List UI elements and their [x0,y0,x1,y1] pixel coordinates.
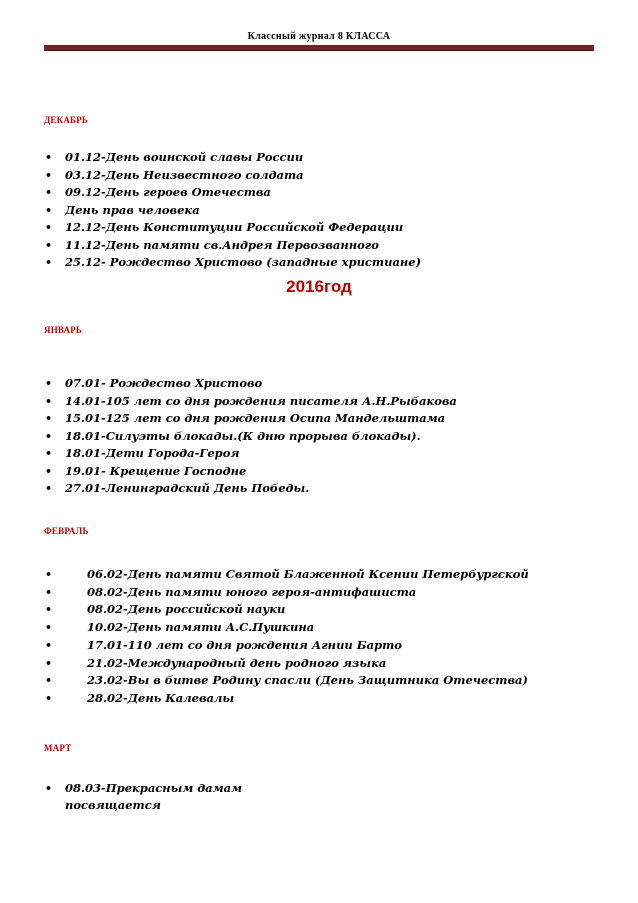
bullet-icon: • [45,203,53,217]
bullet-icon: • [45,186,53,199]
bullet-icon: • [45,464,53,478]
event-text: 15.01-125 лет со дня рождения Осипа Мандельштама [65,411,446,425]
list-item [45,672,529,690]
list-item [45,463,457,481]
list-item [45,690,529,708]
event-text: 11.12-День памяти св.Андрея Первозванного [65,237,379,252]
bullet-icon: • [45,394,53,408]
page-header-title: Классный журнал 8 КЛАССА [247,31,391,42]
list-item [45,254,422,272]
month-heading-february: ФЕВРАЛЬ [44,526,89,536]
bullet-icon: • [45,377,53,390]
bullet-icon: • [45,674,53,688]
list-item [45,655,529,673]
bullet-icon: • [45,151,53,164]
event-text: 17.01-110 лет со дня рождения Агнии Барто [87,637,402,652]
list-item [45,149,421,167]
event-text: 06.02-День памяти Святой Блаженной Ксении Петербургской [87,567,529,581]
event-text: День прав человека [65,202,200,217]
bullet-icon: • [45,256,53,269]
event-text: 08.02-День российской науки [87,602,286,617]
list-item [45,584,529,602]
year-heading: 2016год [286,277,352,296]
event-text: 18.01-Силуэты блокады.(К дню прорыва блокады). [65,428,421,443]
list-item [45,184,421,202]
bullet-icon: • [45,782,53,795]
list-item [45,428,457,446]
bullet-icon: • [45,691,53,705]
list-item [45,167,421,185]
event-text: 07.01- Рождество Христово [65,376,263,390]
list-item [45,780,275,814]
event-list-february [45,566,529,708]
list-item [45,601,529,619]
event-text: 12.12-День Конституции Российской Федерации [65,220,404,234]
event-list-january [45,375,457,498]
bullet-icon: • [45,221,53,234]
bullet-icon: • [45,568,53,581]
bullet-icon: • [45,482,53,495]
list-item [45,375,457,393]
list-item [45,393,457,411]
bullet-icon: • [45,429,53,443]
event-text: 14.01-105 лет со дня рождения писателя А.Н.Рыбакова [65,393,457,408]
list-item [45,410,457,428]
event-list-march [45,780,275,814]
event-text: 18.01-Дети Города-Героя [65,446,240,460]
event-text: 19.01- Крещение Господне [65,463,247,478]
list-item [45,480,457,498]
event-list-december [45,149,422,272]
bullet-icon: • [45,412,53,425]
month-heading-march: МАРТ [44,743,72,753]
event-text: 01.12-День воинской славы России [65,150,304,164]
event-text: 28.02-День Калевалы [87,690,235,705]
month-heading-january: ЯНВАРЬ [44,325,83,335]
list-item [45,619,529,637]
list-item [45,237,421,255]
bullet-icon: • [45,603,53,617]
month-heading-december: ДЕКАБРЬ [44,115,89,125]
event-text: 21.02-Международный день родного языка [87,655,387,670]
list-item [45,566,529,584]
bullet-icon: • [45,656,53,670]
event-text: 10.02-День памяти А.С.Пушкина [87,620,315,635]
header-rule [44,45,594,51]
event-text: 27.01-Ленинградский День Победы. [65,481,310,495]
bullet-icon: • [45,621,53,635]
event-text: 08.02-День памяти юного героя-антифашиста [87,584,417,599]
event-text: 08.03-Прекрасным дамам посвящается [65,781,243,812]
list-item [45,219,421,237]
event-text: 25.12- Рождество Христово (западные христиане) [65,255,422,269]
bullet-icon: • [45,638,53,652]
bullet-icon: • [45,168,53,182]
bullet-icon: • [45,585,53,599]
bullet-icon: • [45,447,53,460]
list-item [45,202,421,220]
event-text: 23.02-Вы в битве Родину спасли (День Защитника Отечества) [87,673,528,688]
event-text: 03.12-День Неизвестного солдата [65,167,304,182]
list-item [45,445,457,463]
event-text: 09.12-День героев Отечества [65,185,271,199]
list-item [45,637,529,655]
bullet-icon: • [45,238,53,252]
